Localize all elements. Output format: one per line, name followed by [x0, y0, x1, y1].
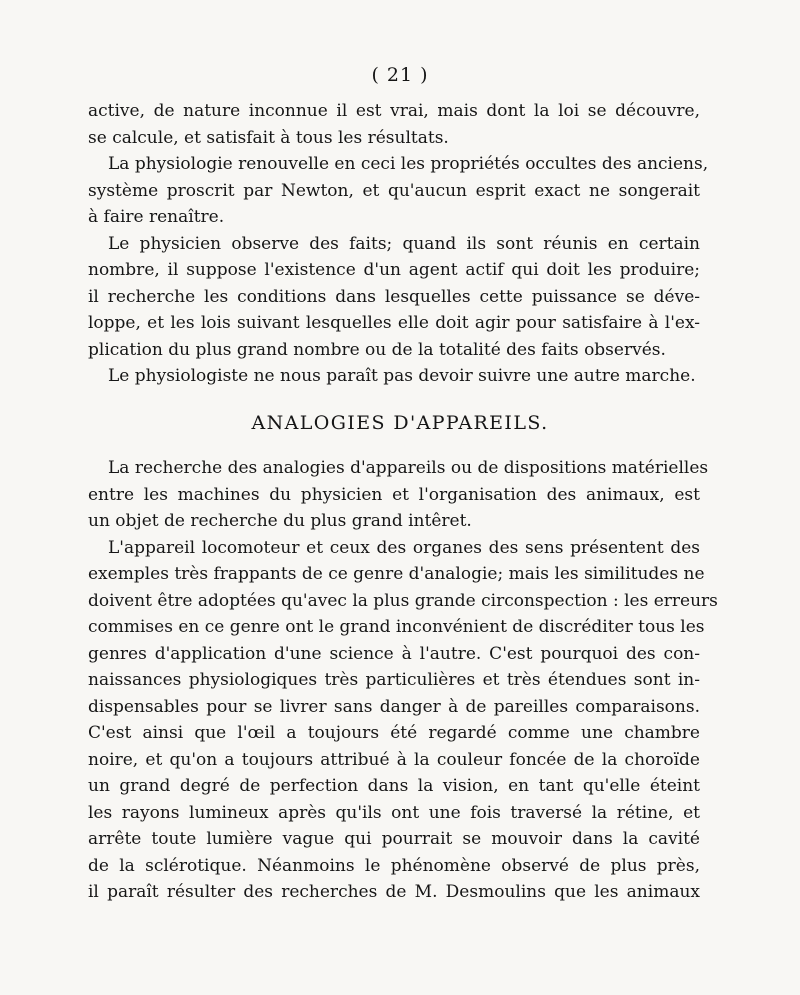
- text-line: dispensables pour se livrer sans danger à de pareilles comparaisons.: [88, 696, 700, 717]
- text-line: plication du plus grand nombre ou de la totalité des faits observés.: [88, 339, 666, 360]
- text-line: de la sclérotique. Néanmoins le phénomène observé de plus près,: [88, 855, 700, 876]
- text-line: La recherche des analogies d'appareils ou de dispositions matérielles: [108, 458, 709, 478]
- top-text-block: [88, 98, 709, 390]
- text-line: entre les machines du physicien et l'organisation des animaux, est: [88, 484, 700, 505]
- text-line: doivent être adoptées qu'avec la plus grande circonspection : les erreurs: [88, 590, 718, 611]
- bottom-text-block: [88, 455, 718, 906]
- text-line: Le physicien observe des faits; quand ils sont réunis en certain: [108, 233, 700, 254]
- text-line: La physiologie renouvelle en ceci les propriétés occultes des anciens,: [108, 154, 709, 174]
- text-line: arrête toute lumière vague qui pourrait se mouvoir dans la cavité: [88, 829, 700, 849]
- text-line: il recherche les conditions dans lesquelles cette puissance se déve-: [88, 286, 700, 307]
- text-line: exemples très frappants de ce genre d'analogie; mais les similitudes ne: [88, 564, 705, 584]
- text-line: les rayons lumineux après qu'ils ont une fois traversé la rétine, et: [88, 802, 700, 823]
- text-line: se calcule, et satisfait à tous les résultats.: [88, 127, 449, 148]
- page-number: ( 21 ): [371, 64, 429, 86]
- section-heading: ANALOGIES D'APPAREILS.: [251, 412, 549, 434]
- text-line: naissances physiologiques très particulières et très étendues sont in-: [88, 670, 700, 690]
- text-line: noire, et qu'on a toujours attribué à la couleur foncée de la choroïde: [88, 749, 700, 770]
- text-line: il paraît résulter des recherches de M. Desmoulins que les animaux: [88, 882, 700, 902]
- text-line: système proscrit par Newton, et qu'aucun esprit exact ne songerait: [88, 180, 700, 201]
- text-line: genres d'application d'une science à l'autre. C'est pourquoi des con-: [88, 643, 700, 664]
- text-line: un grand degré de perfection dans la vision, en tant qu'elle éteint: [88, 776, 700, 796]
- text-line: loppe, et les lois suivant lesquelles elle doit agir pour satisfaire à l'ex-: [88, 313, 700, 333]
- text-line: nombre, il suppose l'existence d'un agent actif qui doit les produire;: [88, 260, 700, 280]
- text-line: commises en ce genre ont le grand inconvénient de discréditer tous les: [88, 617, 705, 637]
- text-line: à faire renaître.: [88, 207, 225, 227]
- text-line: active, de nature inconnue il est vrai, mais dont la loi se découvre,: [88, 101, 700, 121]
- text-line: L'appareil locomoteur et ceux des organes des sens présentent des: [108, 537, 700, 558]
- text-line: Le physiologiste ne nous paraît pas devoir suivre une autre marche.: [108, 366, 696, 386]
- text-line: un objet de recherche du plus grand intêret.: [88, 511, 472, 531]
- text-line: C'est ainsi que l'œil a toujours été regardé comme une chambre: [88, 723, 700, 743]
